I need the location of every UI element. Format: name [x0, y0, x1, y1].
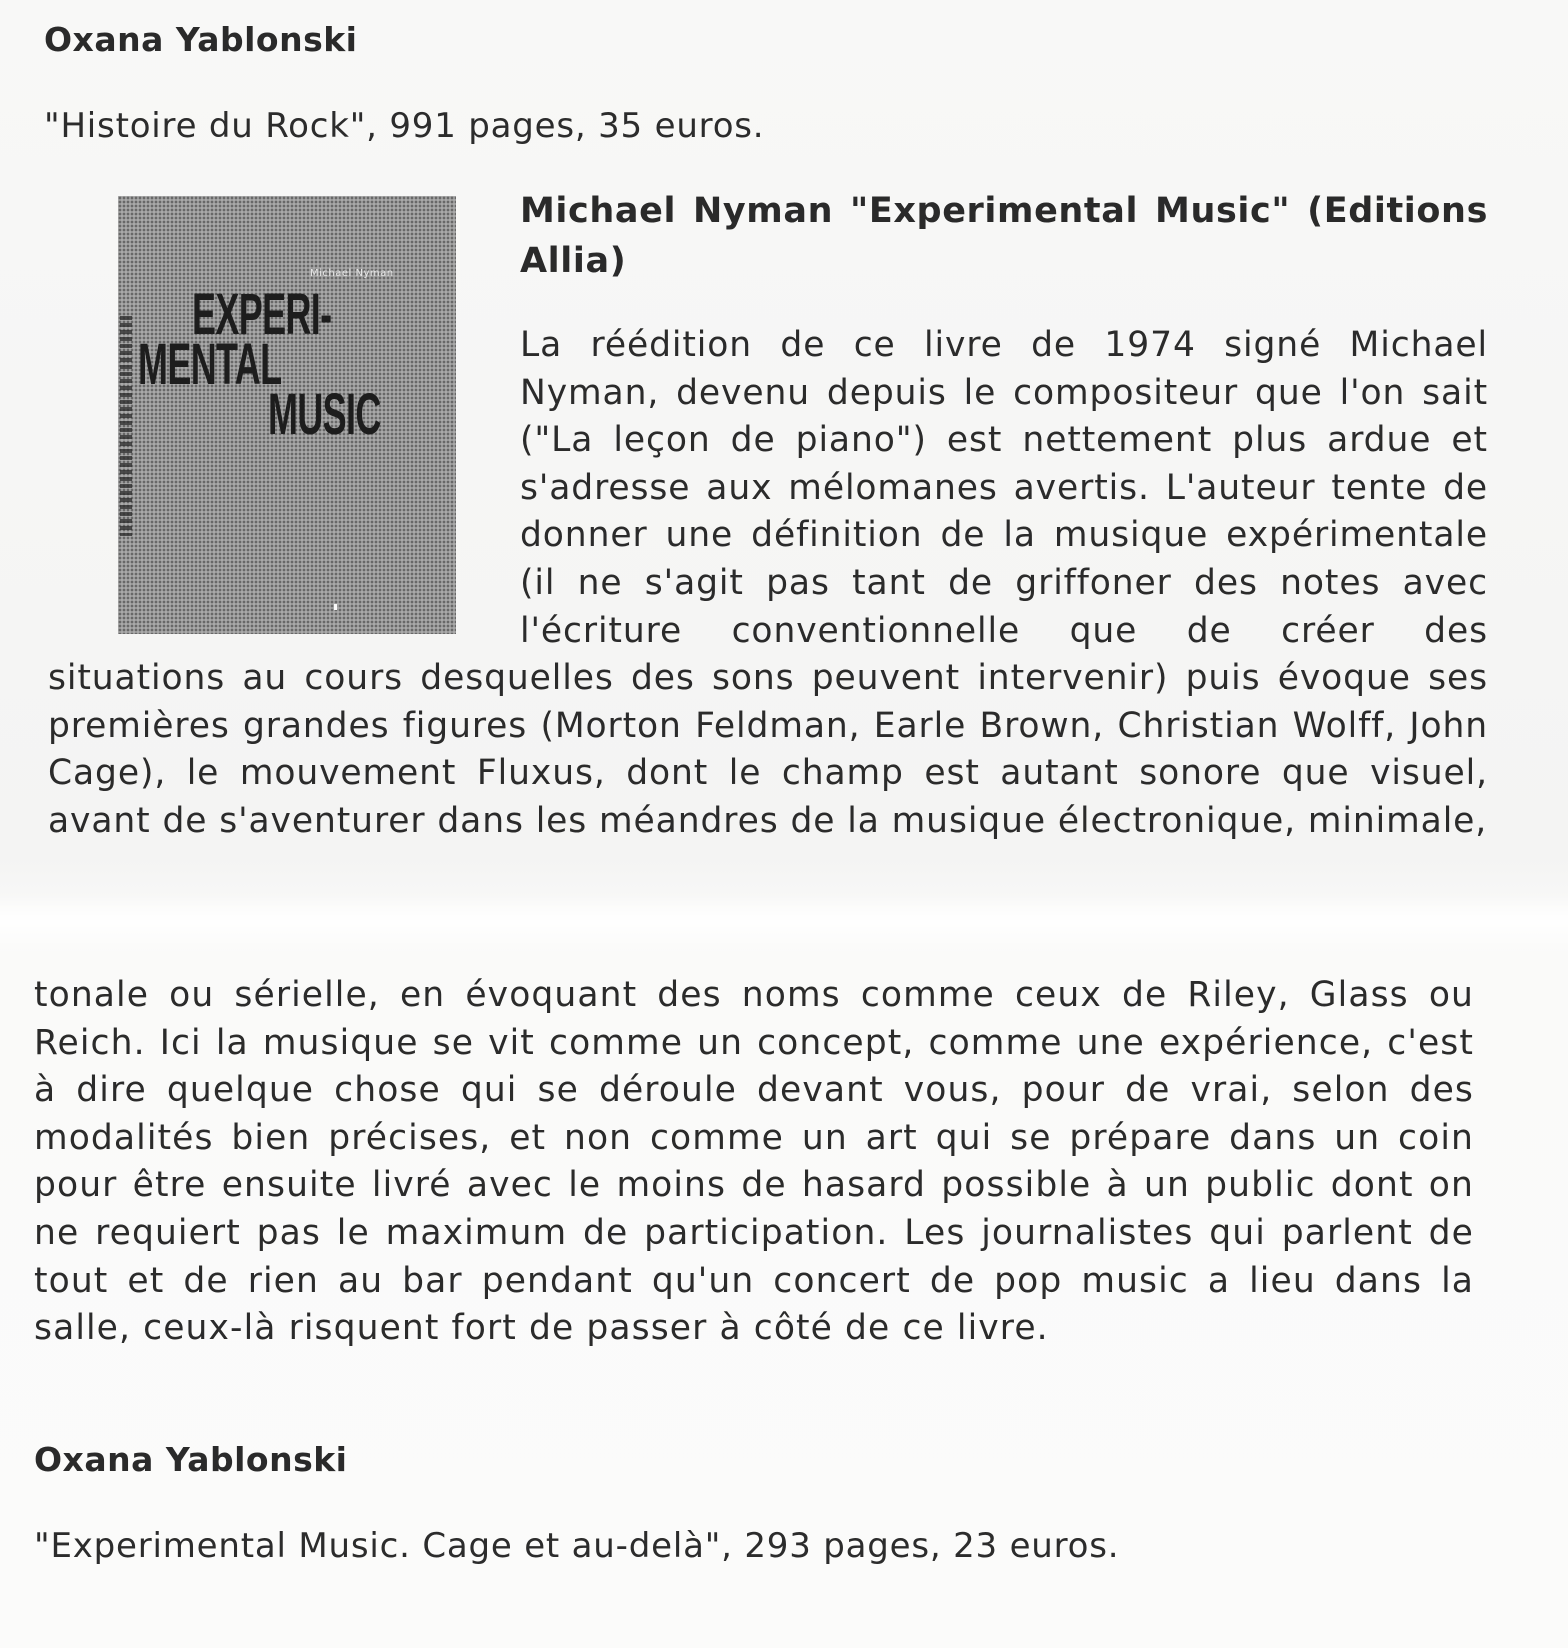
cover-wrap-spacer [48, 322, 520, 652]
review-biblio: "Experimental Music. Cage et au-delà", 293 pages, 23 euros. [34, 1526, 1120, 1566]
review-heading: Michael Nyman "Experimental Music" (Editions Allia) [520, 191, 1488, 281]
cover-title-line: MENTAL [138, 332, 282, 397]
previous-review-author: Oxana Yablonski [44, 20, 358, 59]
review-author: Oxana Yablonski [34, 1440, 348, 1479]
cover-title-line: EXPERI- [192, 282, 332, 347]
review-paragraph-2: tonale ou sérielle, en évoquant des noms comme ceux de Riley, Glass ou Reich. Ici la musique se vit comme un concept, comme une expérience, c'est à dire quelque chose qui se déroule devant vous, pour de vrai, selon des modalités bien précises, et non comme un art qui se prépare dans un coin pour être ensuite livré avec le moins de hasard possible à un public dont on ne requiert pas le maximum de participation. Les journalistes qui parlent de tout et de rien au bar pendant qu'un concert de pop music a lieu dans la salle, ceux-là risquent fort de passer à côté de ce livre. [34, 975, 1474, 1349]
review-paragraph-1 [48, 322, 1488, 846]
review-paragraph-1-text: La réédition de ce livre de 1974 signé Michael Nyman, devenu depuis le compositeur que l'on sait ("La leçon de piano") est nettement plus ardue et s'adresse aux mélomanes avertis. L'auteur tente de donner une définition de la musique expérimentale (il ne s'agit pas tant de griffoner des notes avec l'écriture conventionnelle que de créer des situations au cours desquelles des sons peuvent intervenir) puis évoque ses premières grandes figures (Morton Feldman, Earle Brown, Christian Wolff, John Cage), le mouvement Fluxus, dont le champ est autant sonore que visuel, avant de s'aventurer dans les méandres de la musique électronique, minimale, [48, 325, 1488, 841]
previous-review-biblio: "Histoire du Rock", 991 pages, 35 euros. [44, 106, 765, 146]
cover-author-text: Michael Nyman [310, 268, 394, 279]
scan-seam [0, 895, 1568, 955]
cover-title-line: MUSIC [268, 382, 381, 447]
